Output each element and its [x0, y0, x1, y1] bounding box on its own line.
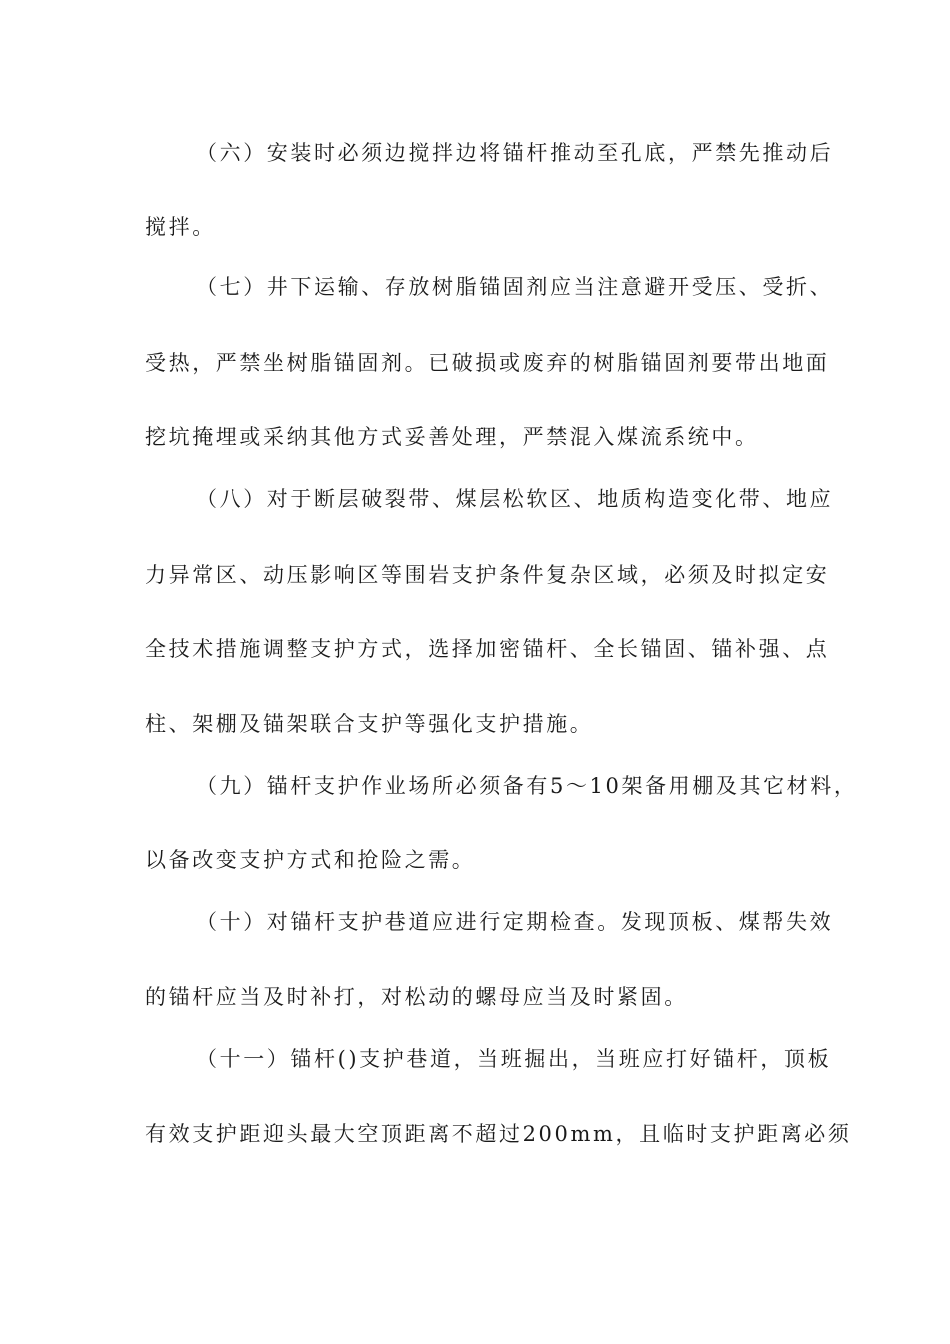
paragraph-10-line-2: 的锚杆应当及时补打，对松动的螺母应当及时紧固。	[145, 985, 688, 1009]
paragraph-9-line-1: （九）锚杆支护作业场所必须备有5～10架备用棚及其它材料，	[196, 774, 858, 798]
paragraph-6-line-2: 搅拌。	[145, 215, 216, 239]
paragraph-10-line-1: （十）对锚杆支护巷道应进行定期检查。发现顶板、煤帮失效	[196, 910, 834, 934]
paragraph-7-line-2: 受热，严禁坐树脂锚固剂。已破损或废弃的树脂锚固剂要带出地面	[145, 351, 830, 375]
paragraph-7-line-3: 挖坑掩埋或采纳其他方式妥善处理，严禁混入煤流系统中。	[145, 425, 759, 449]
paragraph-7-line-1: （七）井下运输、存放树脂锚固剂应当注意避开受压、受折、	[196, 275, 834, 299]
paragraph-8-line-3: 全技术措施调整支护方式，选择加密锚杆、全长锚固、锚补强、点	[145, 637, 830, 661]
paragraph-6-line-1: （六）安装时必须边搅拌边将锚杆推动至孔底，严禁先推动后	[196, 141, 834, 165]
paragraph-8-line-4: 柱、架棚及锚架联合支护等强化支护措施。	[145, 712, 594, 736]
paragraph-11-line-1: （十一）锚杆()支护巷道，当班掘出，当班应打好锚杆，顶板	[196, 1047, 832, 1071]
paragraph-8-line-1: （八）对于断层破裂带、煤层松软区、地质构造变化带、地应	[196, 487, 834, 511]
paragraph-8-line-2: 力异常区、动压影响区等围岩支护条件复杂区域，必须及时拟定安	[145, 563, 830, 587]
paragraph-11-line-2: 有效支护距迎头最大空顶距离不超过200mm，且临时支护距离必须	[145, 1122, 852, 1146]
paragraph-9-line-2: 以备改变支护方式和抢险之需。	[145, 848, 476, 872]
